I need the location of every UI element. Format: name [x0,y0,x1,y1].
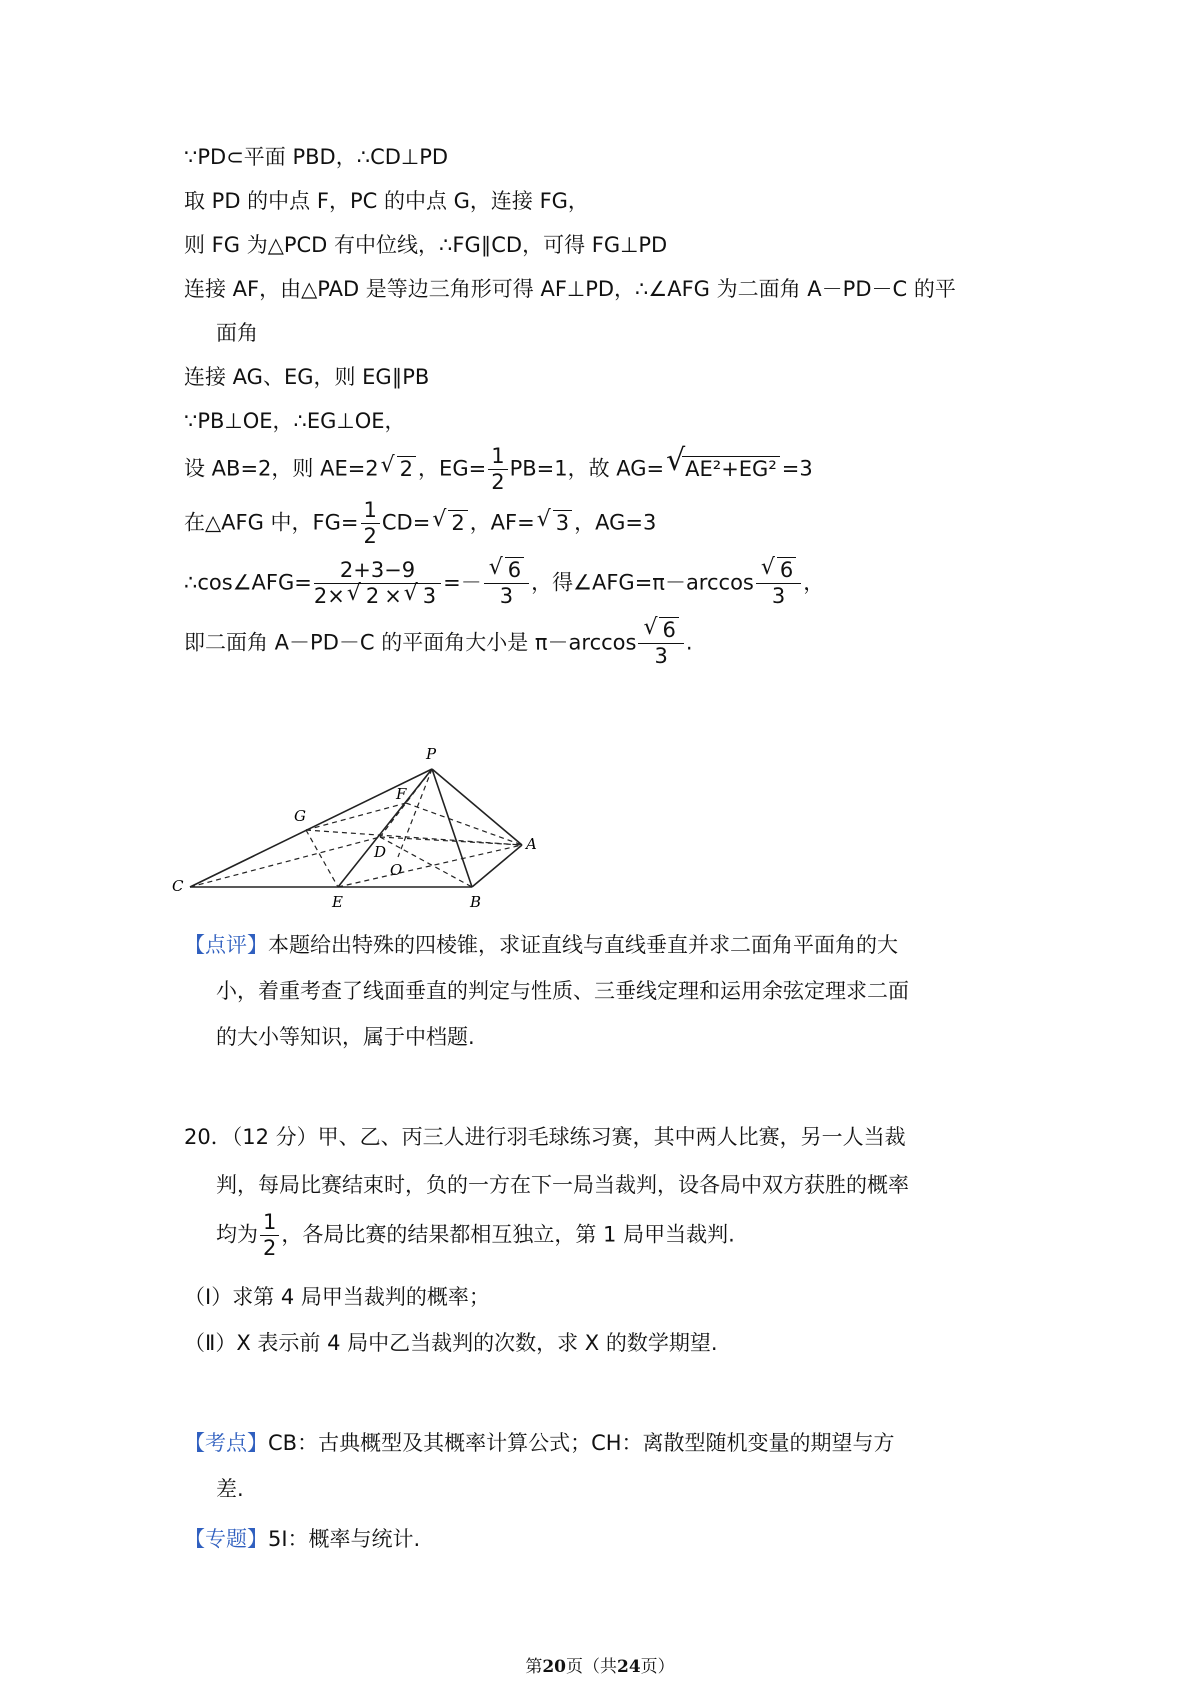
comment-line-3: 的大小等知识，属于中档题. [216,1025,475,1049]
page-footer: 第20页（共24页） [525,1657,675,1677]
fraction: $\frac{2+3-9}{2\times√ 2 \times√ 3}$ [314,560,441,607]
fraction: $\frac{1}{2}$ [260,1212,279,1259]
comment-tag: 【点评】 [184,933,268,957]
label-c: C [172,877,184,895]
label-f: F [396,785,407,803]
fraction: √ $\frac{6}{3}$ [756,560,801,607]
zhuanti-tag: 【专题】 [184,1527,268,1551]
label-o: O [390,861,403,879]
proof-line-10: 即二面角 A－PD－C 的平面角大小是 π－arccos √ $\frac{6}{3}$ . [184,620,693,667]
fraction: √ $\frac{6}{3}$ [484,560,529,607]
fraction: √ $\frac{6}{3}$ [638,620,683,667]
sqrt: √ 2 [381,454,416,484]
proof-line-2: 取 PD 的中点 F，PC 的中点 G，连接 FG， [184,189,589,213]
problem-20-q1: （Ⅰ）求第 4 局甲当裁判的概率； [184,1285,490,1309]
label-b: B [470,893,482,911]
sqrt: √ 6 [643,620,678,641]
proof-line-4b: 面角 [216,321,258,345]
pyramid-figure [170,735,550,915]
label-g: G [294,807,306,825]
proof-line-9: ∴cos∠AFG= $\frac{2+3-9}{2\times√ 2 \times√ 3}$ =－ √ $\frac{6}{3}$ ，得∠AFG=π－arccos √ $\frac{6}{3}$ ， [184,560,824,607]
kaodian-tag: 【考点】 [184,1431,268,1455]
label-a: A [526,835,537,853]
edge-da [380,837,522,845]
problem-20-line-3: 均为 $\frac{1}{2}$ ，各局比赛的结果都相互独立，第 1 局甲当裁判. [216,1210,735,1260]
proof-line-1: ∵PD⊂平面 PBD，∴CD⊥PD [184,145,449,169]
page-number: 20 [542,1657,566,1677]
edge-po [398,769,432,857]
problem-20-line-1: 20．（12 分）甲、乙、丙三人进行羽毛球练习赛，其中两人比赛，另一人当裁 [184,1125,906,1149]
total-pages: 24 [617,1657,641,1677]
proof-line-3: 则 FG 为△PCD 有中位线，∴FG∥CD，可得 FG⊥PD [184,233,668,257]
fraction: $\frac{1}{2}$ [361,500,380,547]
edge-ge [306,830,338,887]
edge-gf [306,803,406,830]
edge-ga [306,830,522,845]
sqrt: √ 3 [537,508,572,538]
sqrt: √ 3 [404,586,439,607]
sqrt: √ 6 [761,560,796,581]
label-e: E [332,893,343,911]
proof-line-7: 设 AB=2，则 AE=2√ 2 ，EG= $\frac{1}{2}$ PB=1，故 AG=√ AE²+EG² =3 [184,446,813,493]
sqrt: √ 2 [432,508,467,538]
edge-cd [190,837,380,887]
kaodian-line-1: 【考点】CB：古典概型及其概率计算公式；CH：离散型随机变量的期望与方 [184,1431,895,1455]
kaodian-line-2: 差. [216,1477,244,1501]
label-d: D [374,843,387,861]
sqrt: √ AE²+EG² [666,454,780,484]
proof-line-8: 在△AFG 中，FG= $\frac{1}{2}$ CD=√ 2 ，AF=√ 3 ，AG=3 [184,500,656,547]
comment-line-2: 小，着重考查了线面垂直的判定与性质、三垂线定理和运用余弦定理求二面 [216,979,909,1003]
fraction: $\frac{1}{2}$ [488,446,507,493]
sqrt: √ 2 [347,586,382,607]
sqrt: √ 6 [489,560,524,581]
problem-20-line-2: 判，每局比赛结束时，负的一方在下一局当裁判，设各局中双方获胜的概率 [216,1173,909,1197]
comment-line-1: 【点评】本题给出特殊的四棱锥，求证直线与直线垂直并求二面角平面角的大 [184,933,898,957]
problem-20-q2: （Ⅱ）X 表示前 4 局中乙当裁判的次数，求 X 的数学期望. [184,1331,718,1355]
zhuanti-line: 【专题】5I：概率与统计. [184,1527,421,1551]
label-p: P [426,745,437,763]
proof-line-4a: 连接 AF，由△PAD 是等边三角形可得 AF⊥PD，∴∠AFG 为二面角 A－PD－C 的平 [184,277,956,301]
proof-line-5: 连接 AG、EG，则 EG∥PB [184,365,430,389]
proof-line-6: ∵PB⊥OE，∴EG⊥OE， [184,409,406,433]
